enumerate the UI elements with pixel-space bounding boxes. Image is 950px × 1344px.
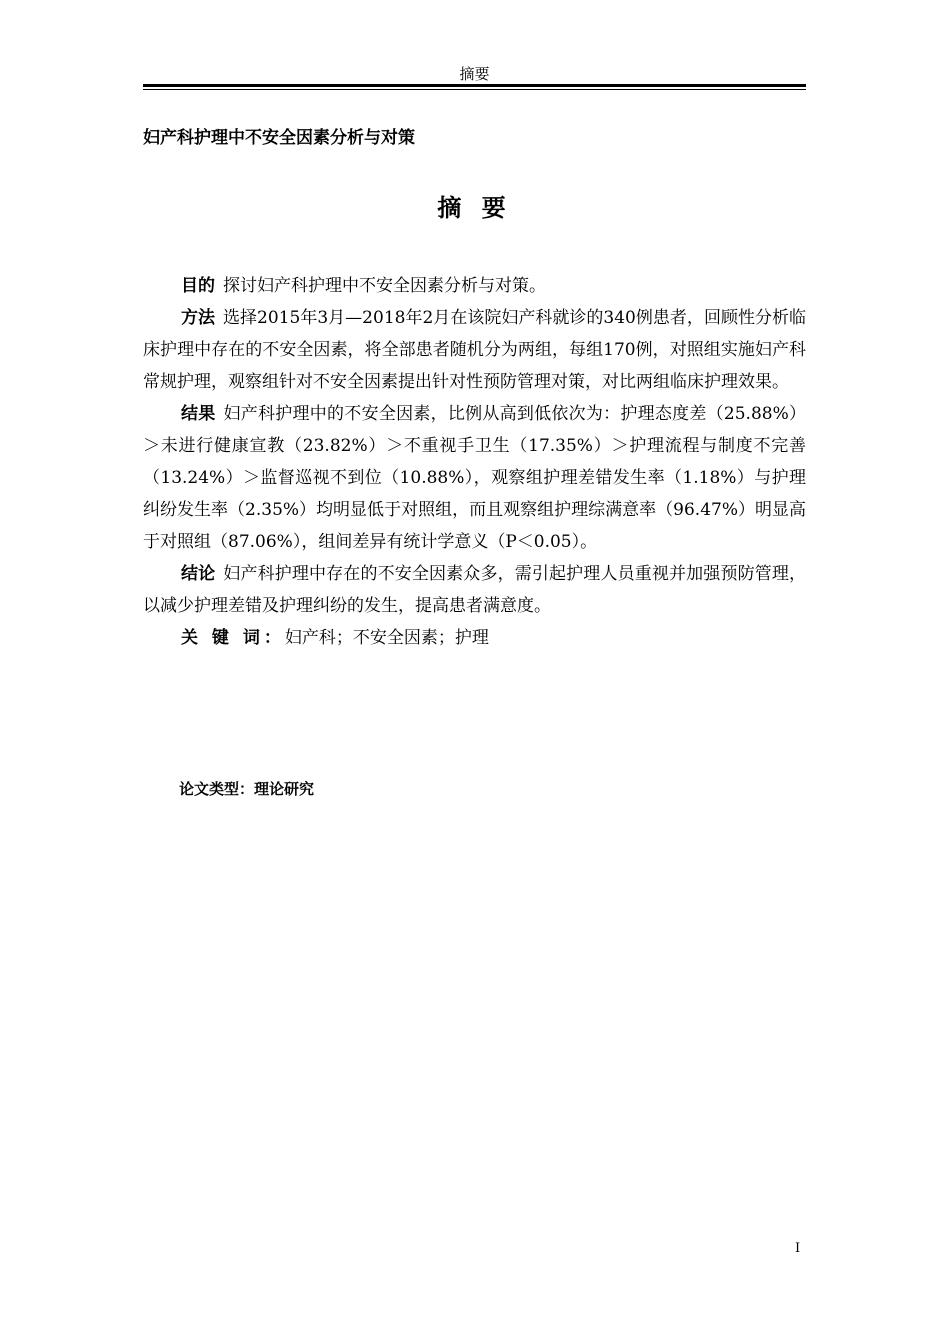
thesis-title: 妇产科护理中不安全因素分析与对策: [143, 128, 415, 148]
method-paragraph: [143, 302, 806, 398]
header-rule-thin: [143, 89, 806, 90]
purpose-label: 目的: [181, 276, 215, 296]
page-number: I: [795, 1241, 801, 1256]
result-paragraph: [143, 398, 806, 558]
conclusion-text: 妇产科护理中存在的不安全因素众多，需引起护理人员重视并加强预防管理，以减少护理差错及护理纠纷的发生，提高患者满意度。: [143, 564, 807, 616]
keywords-text: 妇产科；不安全因素；护理: [284, 628, 489, 648]
abstract-heading: 摘 要: [437, 194, 512, 222]
result-label: 结果: [181, 404, 216, 424]
method-label: 方法: [181, 308, 216, 328]
header-rule-thick: [143, 84, 806, 87]
abstract-body: [143, 270, 806, 654]
purpose-text: 探讨妇产科护理中不安全因素分析与对策。: [223, 276, 546, 296]
conclusion-label: 结论: [181, 564, 216, 584]
conclusion-paragraph: [143, 558, 806, 622]
keywords-paragraph: [143, 622, 806, 654]
running-header: 摘要: [459, 65, 490, 83]
thesis-type: 论文类型：理论研究: [179, 780, 315, 798]
keywords-label: 关 键 词：: [181, 628, 285, 648]
method-text: 选择2015年3月—2018年2月在该院妇产科就诊的340例患者，回顾性分析临床护理中存在的不安全因素，将全部患者随机分为两组，每组170例，对照组实施妇产科常规护理，观察组针对不安全因素提出针对性预防管理对策，对比两组临床护理效果。: [143, 308, 807, 392]
result-text: 妇产科护理中的不安全因素，比例从高到低依次为：护理态度差（25.88%）＞未进行健康宣教（23.82%）＞不重视手卫生（17.35%）＞护理流程与制度不完善（13.24%）＞监督巡视不到位（10.88%），观察组护理差错发生率（1.18%）与护理纠纷发生率（2.35%）均明显低于对照组，而且观察组护理综满意率（96.47%）明显高于对照组（87.06%），组间差异有统计学意义（P＜0.05）。: [143, 404, 806, 552]
purpose-paragraph: [143, 270, 806, 302]
